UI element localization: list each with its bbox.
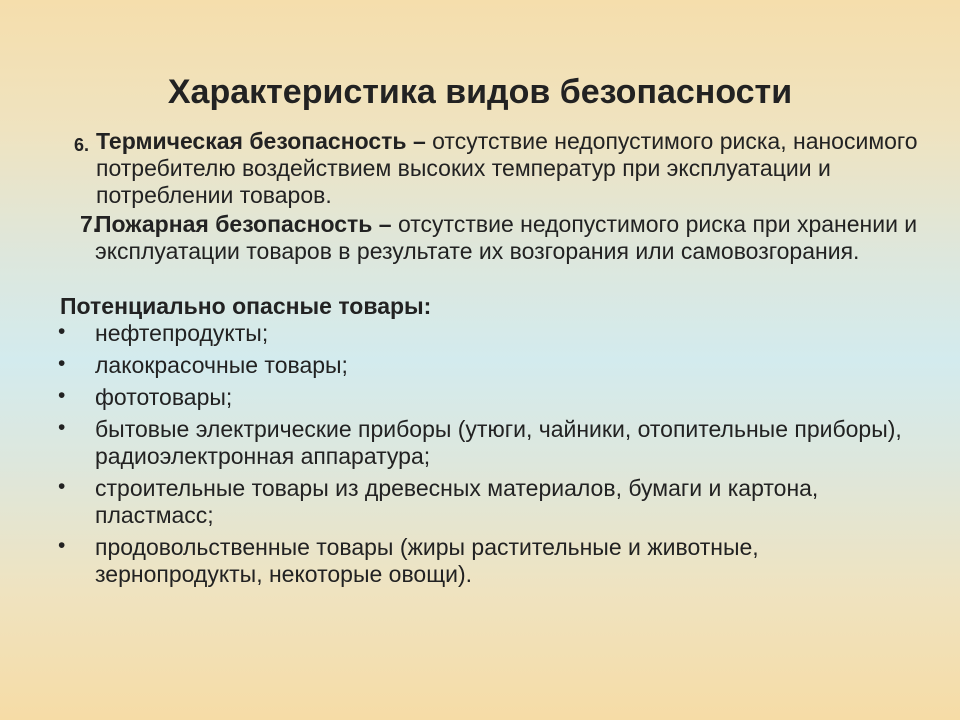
bullet-icon: • [58, 384, 66, 407]
list-item [58, 475, 908, 529]
paragraph-thermal-safety [74, 128, 934, 209]
paragraph-number: 6. [74, 135, 90, 155]
paragraph-text: отсутствие недопустимого риска при хранении и эксплуатации товаров в результате их возгорания или самовозгорания. [95, 211, 918, 264]
list-item-text: фототовары; [95, 384, 233, 410]
list-item [58, 352, 908, 379]
list-item-text: строительные товары из древесных материалов, бумаги и картона, пластмасс; [95, 475, 819, 528]
list-item [58, 534, 908, 588]
paragraph-term: Пожарная безопасность – [95, 211, 392, 237]
list-item-text: нефтепродукты; [95, 320, 269, 346]
paragraph-text: отсутствие недопустимого риска, наносимого потребителю воздействием высоких температур при эксплуатации и потреблении товаров. [96, 128, 918, 208]
bullet-icon: • [58, 352, 66, 375]
list-item [58, 320, 908, 347]
slide-title: Характеристика видов безопасности [167, 73, 793, 111]
hazardous-goods-list [58, 320, 908, 593]
bullet-icon: • [58, 534, 66, 557]
list-item-text: продовольственные товары (жиры растительные и животные, зернопродукты, некоторые овощи). [95, 534, 759, 587]
list-item-text: лакокрасочные товары; [95, 352, 348, 378]
hazardous-goods-heading: Потенциально опасные товары: [60, 293, 432, 319]
bullet-icon: • [58, 320, 66, 343]
paragraph-body [96, 128, 934, 209]
list-item [58, 416, 908, 470]
bullet-icon: • [58, 416, 66, 439]
bullet-icon: • [58, 475, 66, 498]
list-item-text: бытовые электрические приборы (утюги, чайники, отопительные приборы), радиоэлектронная аппаратура; [95, 416, 902, 469]
paragraph-term: Термическая безопасность – [96, 128, 426, 154]
paragraph-number: 7. [80, 211, 100, 237]
paragraph-body [95, 211, 930, 265]
list-item [58, 384, 908, 411]
paragraph-fire-safety [80, 211, 930, 265]
